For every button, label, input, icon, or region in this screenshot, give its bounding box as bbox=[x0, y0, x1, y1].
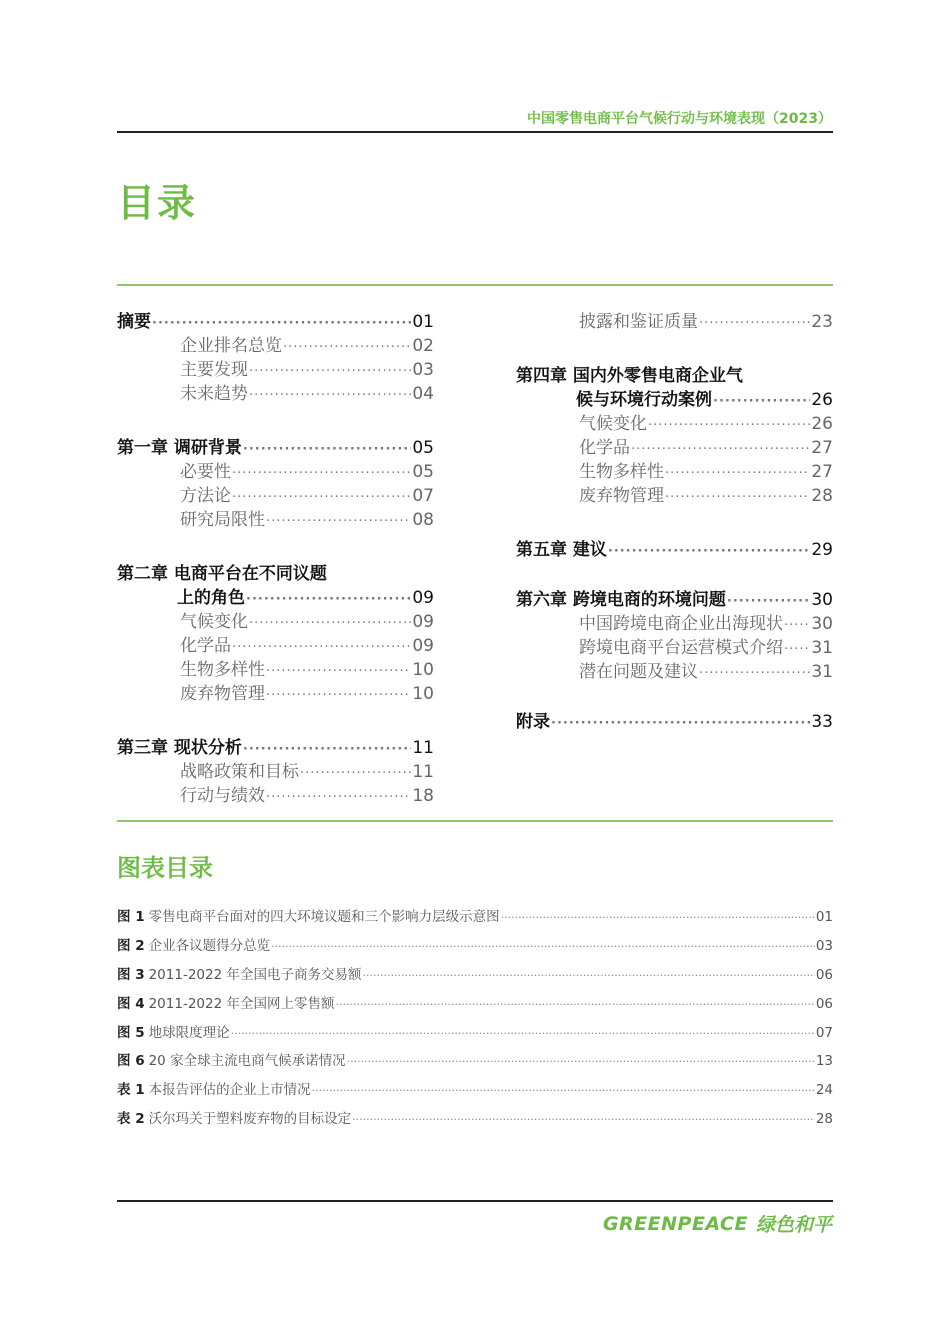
figure-page: 13 bbox=[815, 1053, 833, 1070]
toc-subentry[interactable] bbox=[117, 508, 434, 532]
toc-dot-leader bbox=[249, 360, 411, 384]
toc-entry-label: 第二章 电商平台在不同议题 bbox=[117, 564, 327, 584]
figure-label: 企业各议题得分总览 bbox=[148, 937, 271, 954]
toc-subentry[interactable] bbox=[117, 682, 434, 706]
figure-page: 28 bbox=[815, 1111, 833, 1128]
toc-entry-label: 潜在问题及建议 bbox=[579, 662, 698, 682]
toc-entry-label: 必要性 bbox=[180, 462, 231, 482]
figure-dot-leader bbox=[271, 934, 815, 960]
toc-entry-label: 废弃物管理 bbox=[180, 684, 265, 704]
toc-dot-leader bbox=[232, 462, 411, 486]
toc-dot-leader bbox=[727, 590, 810, 614]
toc-entry-label: 上的角色 bbox=[177, 588, 245, 608]
toc-subentry[interactable] bbox=[516, 484, 833, 508]
toc-chapter-entry[interactable] bbox=[516, 588, 833, 612]
toc-chapter-entry[interactable] bbox=[117, 310, 434, 334]
toc-subentry[interactable] bbox=[117, 610, 434, 634]
toc-entry-page: 10 bbox=[412, 684, 434, 704]
toc-entry-label: 第三章 现状分析 bbox=[117, 738, 242, 758]
toc-entry-label: 生物多样性 bbox=[180, 660, 265, 680]
toc-entry-page: 18 bbox=[412, 786, 434, 806]
toc-entry-label: 生物多样性 bbox=[579, 462, 664, 482]
toc-entry-label: 行动与绩效 bbox=[180, 786, 265, 806]
toc-entry-page: 03 bbox=[412, 360, 434, 380]
toc-dot-leader bbox=[232, 636, 411, 660]
toc-spacer bbox=[117, 706, 434, 736]
toc-entry-page: 09 bbox=[412, 636, 434, 656]
toc-dot-leader bbox=[152, 312, 411, 336]
toc-entry-page: 31 bbox=[811, 662, 833, 682]
figure-label: 2011-2022 年全国网上零售额 bbox=[148, 995, 335, 1012]
toc-entry-label: 研究局限性 bbox=[180, 510, 265, 530]
toc-dot-leader bbox=[713, 390, 810, 414]
toc-subentry[interactable] bbox=[117, 760, 434, 784]
toc-right-column bbox=[516, 310, 833, 734]
toc-entry-label: 披露和鉴证质量 bbox=[579, 312, 698, 332]
figure-list-entry[interactable] bbox=[117, 933, 833, 962]
toc-dot-leader bbox=[249, 384, 411, 408]
toc-dot-leader bbox=[232, 486, 411, 510]
toc-bottom-rule bbox=[117, 820, 833, 822]
figure-list-entry[interactable] bbox=[117, 991, 833, 1020]
figure-number: 表 2 bbox=[117, 1111, 145, 1128]
figures-title: 图表目录 bbox=[117, 854, 213, 882]
report-header-title: 中国零售电商平台气候行动与环境表现（2023） bbox=[527, 111, 832, 127]
toc-top-rule bbox=[117, 284, 833, 286]
figure-page: 03 bbox=[815, 937, 833, 954]
toc-chapter-entry[interactable] bbox=[516, 538, 833, 562]
toc-subentry[interactable] bbox=[117, 634, 434, 658]
figure-number: 表 1 bbox=[117, 1082, 145, 1099]
toc-dot-leader bbox=[266, 660, 411, 684]
toc-subentry[interactable] bbox=[117, 460, 434, 484]
figures-list bbox=[117, 904, 833, 1135]
toc-subentry[interactable] bbox=[516, 436, 833, 460]
toc-chapter-entry[interactable] bbox=[516, 710, 833, 734]
toc-chapter-entry[interactable] bbox=[117, 562, 434, 586]
figure-label: 沃尔玛关于塑料废弃物的目标设定 bbox=[148, 1111, 352, 1128]
toc-dot-leader bbox=[283, 336, 411, 360]
toc-dot-leader bbox=[266, 786, 411, 810]
figure-list-entry[interactable] bbox=[117, 1020, 833, 1049]
toc-spacer bbox=[516, 684, 833, 710]
toc-entry-page: 09 bbox=[412, 612, 434, 632]
figure-list-entry[interactable] bbox=[117, 1048, 833, 1077]
figure-label: 20 家全球主流电商气候承诺情况 bbox=[148, 1053, 346, 1070]
toc-subentry[interactable] bbox=[516, 310, 833, 334]
toc-title: 目录 bbox=[117, 181, 198, 225]
figure-page: 07 bbox=[815, 1024, 833, 1041]
figure-dot-leader bbox=[352, 1107, 815, 1133]
toc-entry-page: 05 bbox=[412, 462, 434, 482]
toc-subentry[interactable] bbox=[117, 784, 434, 808]
toc-entry-label: 第四章 国内外零售电商企业气 bbox=[516, 366, 743, 386]
toc-entry-label: 未来趋势 bbox=[180, 384, 248, 404]
figure-number: 图 1 bbox=[117, 909, 145, 925]
toc-entry-label: 候与环境行动案例 bbox=[576, 390, 712, 410]
toc-spacer bbox=[516, 508, 833, 538]
toc-subentry[interactable] bbox=[117, 358, 434, 382]
toc-entry-label: 气候变化 bbox=[579, 414, 647, 434]
toc-chapter-entry[interactable] bbox=[516, 388, 833, 412]
toc-dot-leader bbox=[784, 638, 810, 662]
toc-entry-page: 05 bbox=[412, 438, 434, 458]
toc-entry-label: 方法论 bbox=[180, 486, 231, 506]
figure-dot-leader bbox=[312, 1078, 815, 1104]
toc-entry-page: 33 bbox=[811, 712, 833, 732]
figure-label: 零售电商平台面对的四大环境议题和三个影响力层级示意图 bbox=[148, 909, 500, 925]
figure-dot-leader bbox=[501, 905, 815, 931]
toc-subentry[interactable] bbox=[117, 484, 434, 508]
toc-subentry[interactable] bbox=[516, 636, 833, 660]
figure-list-entry[interactable] bbox=[117, 1077, 833, 1106]
toc-dot-leader bbox=[631, 438, 810, 462]
toc-dot-leader bbox=[246, 588, 411, 612]
figure-list-entry[interactable] bbox=[117, 1106, 833, 1135]
toc-chapter-entry[interactable] bbox=[117, 736, 434, 760]
toc-dot-leader bbox=[243, 438, 411, 462]
toc-dot-leader bbox=[300, 762, 411, 786]
figure-page: 01 bbox=[815, 909, 833, 925]
toc-dot-leader bbox=[699, 662, 810, 686]
toc-entry-page: 30 bbox=[811, 590, 833, 610]
figure-label: 2011-2022 年全国电子商务交易额 bbox=[148, 966, 362, 983]
toc-entry-page: 11 bbox=[412, 762, 434, 782]
toc-entry-page: 31 bbox=[811, 638, 833, 658]
toc-entry-label: 摘要 bbox=[117, 312, 151, 332]
toc-entry-label: 跨境电商平台运营模式介绍 bbox=[579, 638, 783, 658]
toc-entry-page: 27 bbox=[811, 462, 833, 482]
toc-chapter-entry[interactable] bbox=[516, 364, 833, 388]
toc-dot-leader bbox=[266, 684, 411, 708]
figure-page: 06 bbox=[815, 995, 833, 1012]
toc-left-column bbox=[117, 310, 434, 808]
toc-entry-page: 10 bbox=[412, 660, 434, 680]
toc-entry-page: 09 bbox=[412, 588, 434, 608]
toc-entry-label: 附录 bbox=[516, 712, 550, 732]
toc-dot-leader bbox=[784, 614, 810, 638]
figure-dot-leader bbox=[347, 1049, 815, 1075]
toc-spacer bbox=[516, 334, 833, 364]
toc-dot-leader bbox=[665, 462, 810, 486]
figure-list-entry[interactable] bbox=[117, 904, 833, 933]
figure-number: 图 4 bbox=[117, 995, 145, 1012]
toc-dot-leader bbox=[243, 738, 411, 762]
figure-label: 地球限度理论 bbox=[148, 1024, 230, 1041]
toc-subentry[interactable] bbox=[516, 460, 833, 484]
toc-entry-page: 26 bbox=[811, 414, 833, 434]
header-rule bbox=[117, 131, 833, 133]
toc-spacer bbox=[516, 562, 833, 588]
figure-dot-leader bbox=[335, 992, 814, 1018]
toc-spacer bbox=[117, 532, 434, 562]
greenpeace-logo bbox=[603, 1210, 832, 1237]
toc-entry-label: 废弃物管理 bbox=[579, 486, 664, 506]
toc-entry-label: 化学品 bbox=[579, 438, 630, 458]
toc-entry-page: 28 bbox=[811, 486, 833, 506]
toc-subentry[interactable] bbox=[516, 612, 833, 636]
figure-page: 24 bbox=[815, 1082, 833, 1099]
figure-dot-leader bbox=[231, 1021, 815, 1047]
toc-chapter-entry[interactable] bbox=[117, 436, 434, 460]
toc-subentry[interactable] bbox=[117, 382, 434, 406]
toc-dot-leader bbox=[665, 486, 810, 510]
toc-entry-page: 26 bbox=[811, 390, 833, 410]
toc-entry-label: 第一章 调研背景 bbox=[117, 438, 242, 458]
toc-subentry[interactable] bbox=[516, 660, 833, 684]
toc-entry-page: 11 bbox=[412, 738, 434, 758]
toc-dot-leader bbox=[551, 712, 810, 736]
footer-rule bbox=[117, 1200, 833, 1202]
toc-dot-leader bbox=[249, 612, 411, 636]
toc-entry-label: 第六章 跨境电商的环境问题 bbox=[516, 590, 726, 610]
figure-number: 图 6 bbox=[117, 1053, 145, 1070]
toc-entry-page: 01 bbox=[412, 312, 434, 332]
toc-dot-leader bbox=[266, 510, 411, 534]
figure-number: 图 2 bbox=[117, 937, 145, 954]
toc-entry-label: 战略政策和目标 bbox=[180, 762, 299, 782]
figure-list-entry[interactable] bbox=[117, 962, 833, 991]
toc-entry-page: 23 bbox=[811, 312, 833, 332]
toc-chapter-entry[interactable] bbox=[117, 586, 434, 610]
toc-entry-label: 第五章 建议 bbox=[516, 540, 607, 560]
toc-entry-page: 04 bbox=[412, 384, 434, 404]
toc-entry-label: 化学品 bbox=[180, 636, 231, 656]
figure-page: 06 bbox=[815, 966, 833, 983]
toc-subentry[interactable] bbox=[516, 412, 833, 436]
toc-entry-label: 主要发现 bbox=[180, 360, 248, 380]
logo-en: GREENPEACE bbox=[602, 1212, 748, 1235]
toc-entry-label: 企业排名总览 bbox=[180, 336, 282, 356]
figure-number: 图 5 bbox=[117, 1024, 145, 1041]
toc-entry-page: 02 bbox=[412, 336, 434, 356]
figure-dot-leader bbox=[362, 963, 814, 989]
figure-label: 本报告评估的企业上市情况 bbox=[148, 1082, 311, 1099]
toc-entry-label: 气候变化 bbox=[180, 612, 248, 632]
toc-entry-label: 中国跨境电商企业出海现状 bbox=[579, 614, 783, 634]
toc-dot-leader bbox=[648, 414, 810, 438]
toc-dot-leader bbox=[699, 312, 810, 336]
toc-spacer bbox=[117, 406, 434, 436]
figure-number: 图 3 bbox=[117, 966, 145, 983]
toc-entry-page: 29 bbox=[811, 540, 833, 560]
toc-entry-page: 08 bbox=[412, 510, 434, 530]
logo-cn: 绿色和平 bbox=[755, 1214, 832, 1236]
toc-entry-page: 30 bbox=[811, 614, 833, 634]
toc-dot-leader bbox=[608, 540, 810, 564]
toc-entry-page: 07 bbox=[412, 486, 434, 506]
toc-entry-page: 27 bbox=[811, 438, 833, 458]
toc-subentry[interactable] bbox=[117, 334, 434, 358]
toc-subentry[interactable] bbox=[117, 658, 434, 682]
